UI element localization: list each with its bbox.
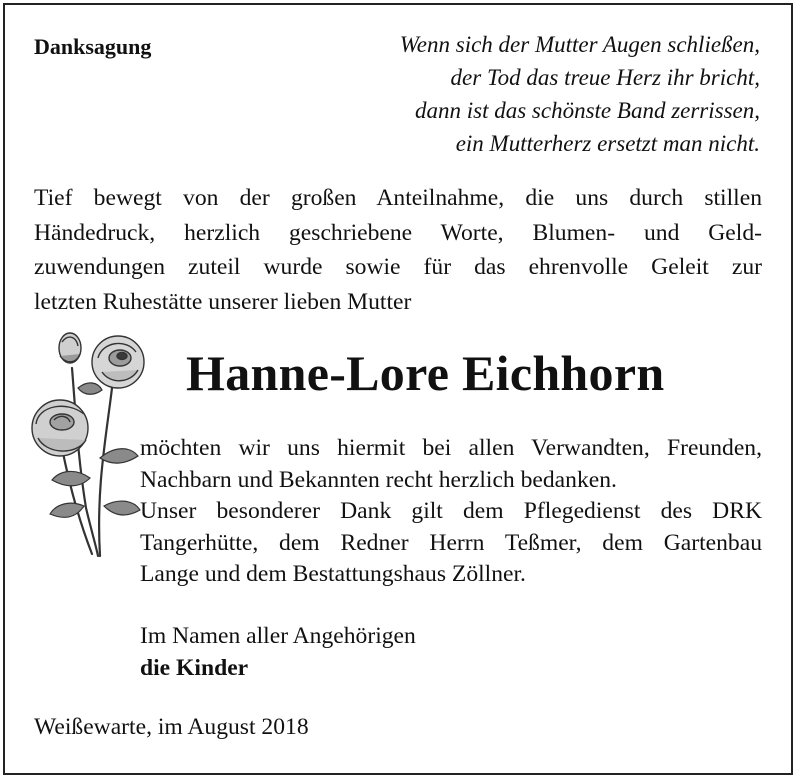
poem: [300, 28, 760, 160]
poem-line: dann ist das schönste Band zerrissen,: [415, 98, 760, 123]
place-date: Weißewarte, im August 2018: [34, 714, 309, 740]
signature-block: [140, 620, 416, 684]
poem-line: Wenn sich der Mutter Augen schließen,: [399, 32, 760, 57]
intro-line: letzten Ruhestätte unserer lieben Mutter: [34, 288, 412, 315]
intro-line: zuwendungen zuteil wurde sowie für das ehrenvolle Geleit zur: [34, 254, 762, 280]
intro-line: Tief bewegt von der großen Anteilnahme, die uns durch stillen: [34, 185, 762, 211]
signature-line: Im Namen aller Angehörigen: [140, 623, 416, 649]
thanks-line: Lange und dem Bestattungshaus Zöllner.: [140, 561, 526, 587]
intro-paragraph: [34, 181, 762, 319]
thanks-line: Nachbarn und Bekannten recht herzlich bedanken.: [140, 466, 617, 493]
thanks-line: möchten wir uns hiermit bei allen Verwandten, Freunden,: [140, 435, 762, 461]
roses-icon: [26, 328, 158, 560]
intro-line: Händedruck, herzlich geschriebene Worte, Blumen- und Geld-: [34, 219, 762, 246]
thanks-paragraph: [140, 433, 762, 591]
notice-heading: Danksagung: [34, 34, 152, 59]
thanks-line: Tangerhütte, dem Redner Herrn Teßmer, dem Gartenbau: [140, 529, 762, 556]
thanks-line: Unser besonderer Dank gilt dem Pflegedienst des DRK: [140, 498, 762, 524]
poem-line: ein Mutterherz ersetzt man nicht.: [455, 131, 760, 156]
signature-names: die Kinder: [140, 655, 249, 681]
deceased-name: Hanne-Lore Eichhorn: [186, 345, 665, 401]
poem-line: der Tod das treue Herz ihr bricht,: [450, 65, 760, 90]
